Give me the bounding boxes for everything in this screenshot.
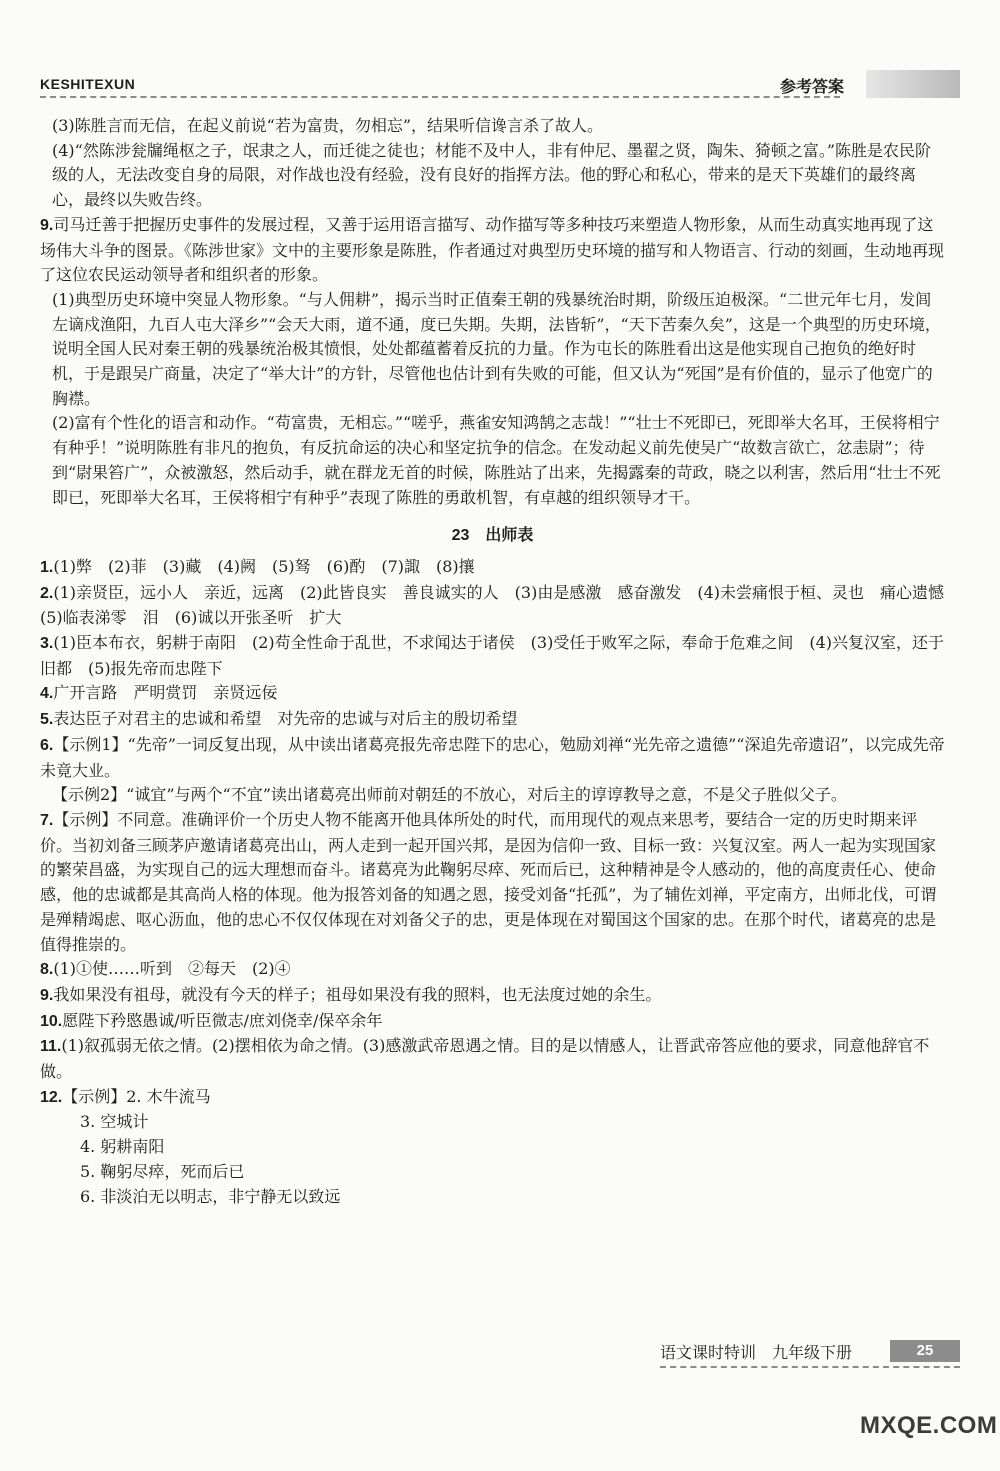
answer-item-number: 7.: [40, 811, 54, 829]
answer-item-text: 表达臣子对君主的忠诚和希望 对先帝的忠诚与对后主的殷切希望: [53, 709, 518, 729]
answer-item-number: 11.: [40, 1038, 62, 1056]
answer-item-number: 10.: [40, 1012, 63, 1030]
paragraph: [40, 139, 945, 213]
header-divider: [40, 96, 840, 98]
answer-item-text: (1)亲贤臣，远小人 亲近，远离 (2)此皆良实 善良诚实的人 (3)由是感激 感奋激发 (4)未尝痛恨于桓、灵也 痛心遗憾 (5)临表涕零 泪 (6)诚以开张圣听 扩大: [40, 582, 961, 628]
answer-item: [40, 631, 945, 681]
footer-divider: [660, 1366, 960, 1368]
answer-item: [40, 783, 945, 808]
answer-item-text: (1)叙孤弱无依之情。(2)摆相依为命之情。(3)感激武帝恩遇之情。目的是以情感人，让晋武帝答应他的要求，同意他辞官不做。: [40, 1036, 930, 1082]
answer-item: [40, 681, 945, 707]
paragraph: [40, 288, 945, 412]
answer-item-number: 8.: [40, 961, 54, 979]
paragraph: [40, 114, 945, 139]
answer-list: [40, 555, 961, 1110]
paragraph: [40, 213, 945, 288]
section-tab: [780, 70, 960, 100]
paragraph-number: 9.: [40, 216, 54, 234]
example-list-item: 5. 鞠躬尽瘁，死而后已: [80, 1161, 245, 1181]
answer-item: [40, 733, 945, 783]
paragraph-text: (1)典型历史环境中突显人物形象。“与人佣耕”，揭示当时正值秦王朝的残暴统治时期，阶级压迫极深。“二世元年七月，发闾左谪戍渔阳，九百人屯大泽乡”“会天大雨，道不通，度已失期。失期，法皆斩”，“天下苦秦久矣”，这是一个典型的历史环境，说明全国人民对秦王朝的残暴统治极其愤恨，处处都蕴蓄着反抗的力量。作为屯长的陈胜看出这是他实现自己抱负的绝好时机，于是跟吴广商量，决定了“举大计”的方针，尽管他也估计到有失败的可能，但又认为“死国”是有价值的，显示了他宽广的胸襟。: [52, 289, 941, 408]
answer-item-text: 愿陛下矜愍愚诚/听臣微志/庶刘侥幸/保卒余年: [62, 1010, 383, 1030]
answer-item-text: 【示例1】“先帝”一词反复出现，从中读出诸葛亮报先帝忠陛下的忠心，勉励刘禅“光先帝之遗德”“深追先帝遗诏”，以完成先帝未竟大业。: [40, 734, 945, 780]
example-list-item: 3. 空城计: [80, 1112, 149, 1132]
book-title: 语文课时特训 九年级下册: [660, 1343, 853, 1362]
answer-item-text: 【示例2】“诚宜”与两个“不宜”读出诸葛亮出师前对朝廷的不放心，对后主的谆谆教导之意，不是父子胜似父子。: [52, 785, 847, 805]
page-header: [40, 70, 960, 102]
answer-item: [40, 707, 945, 733]
example-list-item: 4. 躬耕南阳: [80, 1137, 165, 1157]
page-number: 25: [890, 1340, 960, 1362]
answer-item: [40, 555, 945, 581]
answer-item-number: 6.: [40, 736, 54, 754]
answer-content: [40, 114, 961, 1209]
answer-item-text: (1)弊 (2)菲 (3)藏 (4)阙 (5)驽 (6)酌 (7)諏 (8)攘: [53, 556, 475, 576]
answer-item: [40, 1009, 945, 1035]
answer-item: [40, 808, 945, 957]
page-footer: [660, 1336, 960, 1366]
answer-item-number: 5.: [40, 711, 54, 729]
answer-item: [40, 581, 961, 631]
answer-item-number: 4.: [40, 685, 54, 703]
answer-item: [40, 1034, 945, 1084]
paragraph: [40, 411, 945, 510]
section-tab-bar: [866, 70, 960, 98]
answer-item-number: 12.: [40, 1088, 63, 1106]
paragraph-text: 司马迁善于把握历史事件的发展过程，又善于运用语言描写、动作描写等多种技巧来塑造人物形象，从而生动真实地再现了这场伟大斗争的图景。《陈涉世家》文中的主要形象是陈胜，作者通过对典型历史环境的描写和人物语言、行动的刻画，生动地再现了这位农民运动领导者和组织者的形象。: [40, 214, 945, 285]
answer-item-text: (1)①使……听到 ②每天 (2)④: [53, 959, 291, 979]
paragraph-text: (2)富有个性化的语言和动作。“苟富贵，无相忘。”“嗟乎，燕雀安知鸿鹄之志哉！”“壮士不死即已，死即举大名耳，王侯将相宁有种乎！”说明陈胜有非凡的抱负，有反抗命运的决心和坚定抗争的信念。在发动起义前先使吴广“故数言欲亡，忿恚尉”；待到“尉果笞广”，众被激怒，然后动手，就在群龙无首的时候，陈胜站了出来，先揭露秦的苛政，晓之以利害，然后用“壮士不死即已，死即举大名耳，王侯将相宁有种乎”表现了陈胜的勇敢机智，有卓越的组织领导才干。: [52, 413, 941, 507]
paragraph-block: [40, 114, 945, 510]
example-list-item: 6. 非淡泊无以明志，非宁静无以致远: [80, 1186, 341, 1206]
answer-item-text: (1)臣本布衣，躬耕于南阳 (2)苟全性命于乱世，不求闻达于诸侯 (3)受任于败军之际，奉命于危难之间 (4)兴复汉室，还于旧都 (5)报先帝而忠陛下: [40, 633, 945, 678]
answer-item-text: 【示例】不同意。准确评价一个历史人物不能离开他具体所处的时代，而用现代的观点来思考，要结合一定的历史时期来评价。当初刘备三顾茅庐邀请诸葛亮出山，两人走到一起开国兴邦，是因为信仰一致、目标一致：兴复汉室。两人一起为实现国家的繁荣昌盛，为实现自己的远大理想而奋斗。诸葛亮为此鞠躬尽瘁、死而后已，这种精神是令人感动的，他的高度责任心、使命感，他的忠诚都是其高尚人格的体现。他为报答刘备的知遇之恩，接受刘备“托孤”，为了辅佐刘禅，平定南方，出师北伐，可谓是殚精竭虑、呕心沥血，他的忠心不仅仅体现在对刘备父子的忠，更是体现在对蜀国这个国家的忠。在那个时代，诸葛亮的忠是值得推崇的。: [40, 809, 937, 954]
paragraph-text: (3)陈胜言而无信，在起义前说“若为富贵，勿相忘”，结果听信谗言杀了故人。: [52, 116, 604, 135]
section-heading: 23 出师表: [451, 527, 534, 545]
watermark: MXQE.COM: [860, 1412, 998, 1439]
answer-item: [40, 983, 945, 1009]
answer-item: [40, 1085, 945, 1111]
answer-item-number: 9.: [40, 986, 54, 1004]
brand-name: KESHITEXUN: [40, 76, 136, 92]
answer-item-text: 广开言路 严明赏罚 亲贤远佞: [53, 683, 278, 703]
example-list: [40, 1110, 945, 1209]
answer-item-text: 【示例】2. 木牛流马: [62, 1086, 211, 1106]
answer-item-number: 3.: [40, 635, 54, 653]
answer-item-number: 1.: [40, 558, 54, 576]
answer-item: [40, 957, 945, 983]
section-label: 参考答案: [780, 77, 845, 96]
paragraph-text: (4)“然陈涉瓮牖绳枢之子，氓隶之人，而迁徙之徒也；材能不及中人，非有仲尼、墨翟之贤，陶朱、猗顿之富。”陈胜是农民阶级的人，无法改变自身的局限，对作战也没有经验，没有良好的指挥方法。他的野心和私心，带来的是天下英雄们的最终离心，最终以失败告终。: [52, 140, 932, 210]
answer-item-text: 我如果没有祖母，就没有今天的样子；祖母如果没有我的照料，也无法度过她的余生。: [53, 984, 662, 1004]
answer-item-number: 2.: [40, 584, 54, 602]
